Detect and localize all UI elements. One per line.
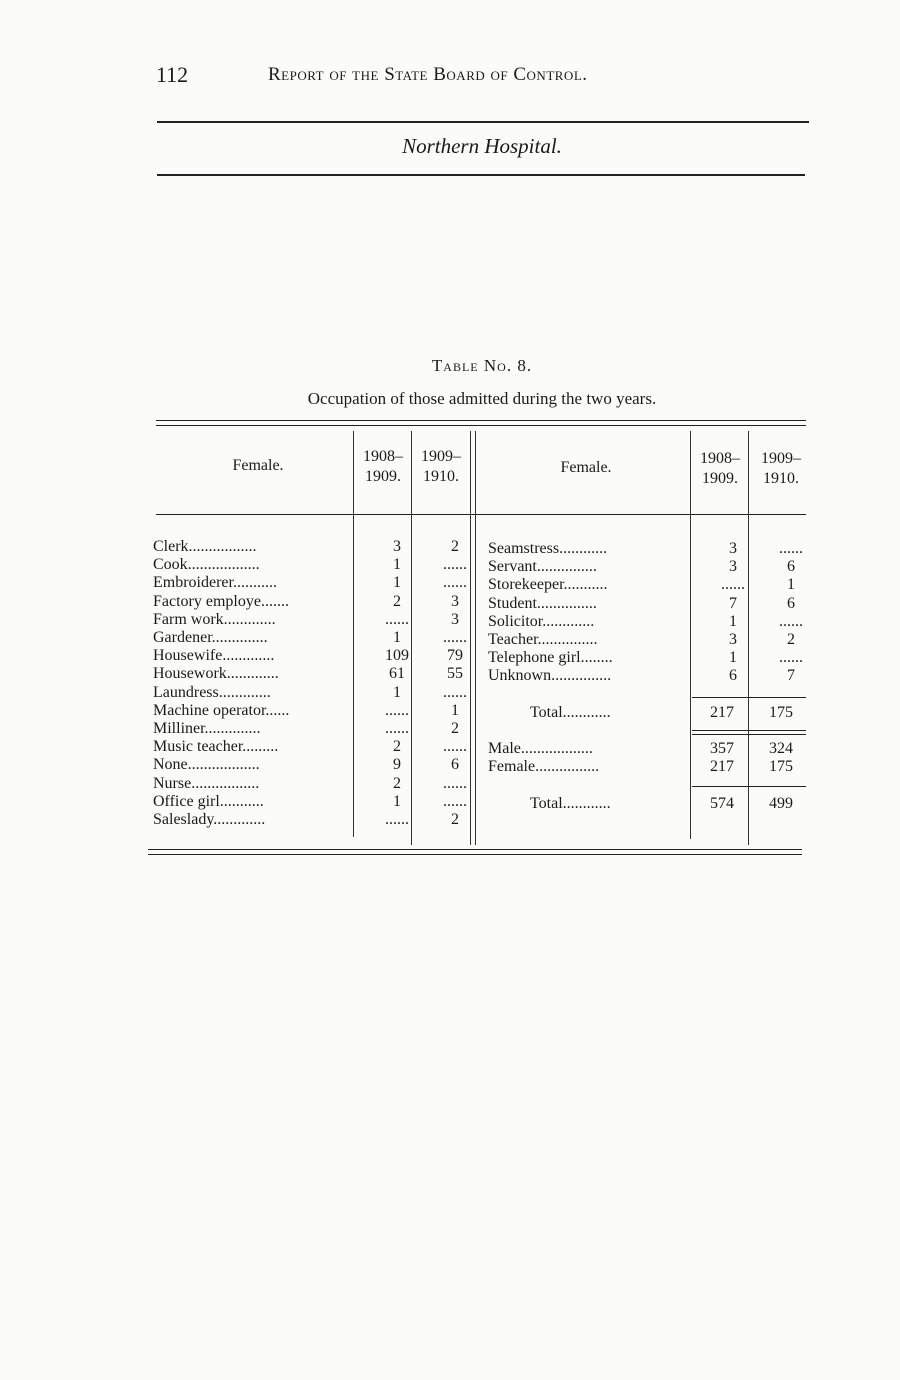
row-label: Clerk.................: [153, 538, 257, 555]
total-rule-1: [692, 730, 806, 731]
header-rule-bottom: [157, 174, 805, 176]
row-value-1908: ......: [385, 811, 409, 828]
row-value-1908: 357: [710, 740, 734, 757]
row-value-1908: 1: [393, 792, 401, 810]
table-caption: Occupation of those admitted during the two years.: [307, 389, 657, 408]
row-value-1909: ......: [443, 629, 467, 646]
row-label: Laundress.............: [153, 683, 271, 701]
row-value-1909: 6: [787, 558, 795, 576]
row-value-1908: 3: [729, 631, 737, 648]
row-value-1909: 2: [451, 811, 459, 828]
row-label: Teacher...............: [488, 631, 598, 648]
row-label: Housework.............: [153, 665, 279, 683]
row-value-1908: 217: [710, 758, 734, 776]
header-rule-top: [157, 121, 809, 123]
row-value-1908: 2: [393, 738, 401, 756]
grand-total-rule: [692, 786, 806, 787]
row-value-1908: 7: [729, 594, 737, 612]
row-value-1909: 7: [787, 667, 795, 685]
row-label: Male..................: [488, 740, 593, 757]
row-value-1908: 3: [729, 558, 737, 576]
row-value-1909: 2: [787, 631, 795, 648]
row-value-1909: ......: [443, 556, 467, 574]
female-total-label: Total............: [530, 704, 611, 721]
header-year2-left: 1909– 1910.: [421, 448, 461, 485]
row-value-1908: ......: [385, 720, 409, 737]
row-value-1908: 3: [393, 538, 401, 555]
row-value-1908: 1: [393, 574, 401, 592]
row-value-1909: ......: [443, 574, 467, 592]
table-bottom-rule-1: [148, 849, 802, 850]
row-label: Machine operator......: [153, 701, 290, 719]
subtotal-rule: [692, 697, 806, 698]
table-number: Table No. 8.: [431, 356, 533, 375]
col-divider-4: [690, 431, 691, 839]
row-label: Housewife.............: [153, 647, 275, 665]
section-title: Northern Hospital.: [402, 134, 562, 158]
row-value-1909: ......: [443, 683, 467, 701]
row-label: Seamstress............: [488, 540, 608, 557]
row-value-1909: 2: [451, 720, 459, 737]
row-label: Storekeeper...........: [488, 576, 608, 594]
row-label: Milliner..............: [153, 720, 261, 737]
row-value-1909: 3: [451, 610, 459, 628]
female-total-1908: 217: [710, 704, 734, 721]
row-label: Nurse.................: [153, 774, 260, 792]
total-rule-2: [692, 734, 806, 735]
table-top-rule-2: [156, 425, 806, 426]
row-value-1909: 175: [769, 758, 793, 776]
row-value-1908: 1: [393, 556, 401, 574]
row-label: Telephone girl........: [488, 649, 613, 667]
row-label: Farm work.............: [153, 610, 276, 628]
running-head: Report of the State Board of Control.: [268, 64, 588, 85]
row-label: Factory employe.......: [153, 592, 289, 610]
row-label: None..................: [153, 756, 260, 774]
header-female-right: Female.: [560, 459, 612, 476]
row-value-1909: 2: [451, 538, 459, 555]
row-label: Cook..................: [153, 556, 260, 574]
table-bottom-rule-2: [148, 854, 802, 855]
header-year1-right: 1908– 1909.: [700, 450, 740, 487]
row-value-1908: 6: [729, 667, 737, 685]
row-value-1909: 6: [451, 756, 459, 774]
row-value-1909: 6: [787, 594, 795, 612]
header-female-left: Female.: [232, 457, 284, 474]
row-value-1909: 1: [787, 576, 795, 594]
row-label: Gardener..............: [153, 629, 268, 646]
row-value-1909: ......: [779, 612, 803, 630]
row-value-1909: 79: [447, 647, 463, 665]
row-label: Saleslady.............: [153, 811, 266, 828]
row-value-1908: 2: [393, 592, 401, 610]
row-label: Office girl...........: [153, 792, 264, 810]
grand-total-label: Total............: [530, 795, 611, 812]
grand-total-1908: 574: [710, 795, 734, 812]
row-value-1908: 2: [393, 774, 401, 792]
table-top-rule-1: [156, 420, 806, 421]
row-value-1909: ......: [443, 792, 467, 810]
page-number: 112: [156, 62, 189, 87]
row-value-1908: 1: [729, 612, 737, 630]
row-value-1908: ......: [385, 610, 409, 628]
col-divider-1: [353, 431, 354, 837]
row-value-1908: 3: [729, 540, 737, 557]
row-value-1908: 109: [385, 647, 409, 665]
row-label: Servant...............: [488, 558, 597, 576]
row-value-1909: 55: [447, 665, 463, 683]
row-value-1908: 1: [393, 683, 401, 701]
grand-total-1909: 499: [769, 795, 793, 812]
row-label: Unknown...............: [488, 667, 612, 685]
row-value-1908: ......: [721, 576, 745, 594]
row-label: Embroiderer...........: [153, 574, 277, 592]
row-value-1908: ......: [385, 701, 409, 719]
row-label: Female................: [488, 758, 600, 776]
row-value-1908: 1: [729, 649, 737, 667]
row-value-1909: 1: [451, 701, 459, 719]
female-total-1909: 175: [769, 704, 793, 721]
row-value-1909: 324: [769, 740, 793, 757]
row-value-1908: 9: [393, 756, 401, 774]
row-value-1909: ......: [779, 649, 803, 667]
row-label: Student...............: [488, 594, 597, 612]
row-value-1909: ......: [443, 738, 467, 756]
row-value-1908: 1: [393, 629, 401, 646]
header-year2-right: 1909– 1910.: [761, 450, 801, 487]
header-year1-left: 1908– 1909.: [363, 448, 403, 485]
header-bottom-rule: [156, 514, 806, 515]
row-value-1908: 61: [389, 665, 405, 683]
row-label: Music teacher.........: [153, 738, 279, 756]
row-value-1909: 3: [451, 592, 459, 610]
row-label: Solicitor.............: [488, 612, 595, 630]
row-value-1909: ......: [779, 540, 803, 557]
row-value-1909: ......: [443, 774, 467, 792]
